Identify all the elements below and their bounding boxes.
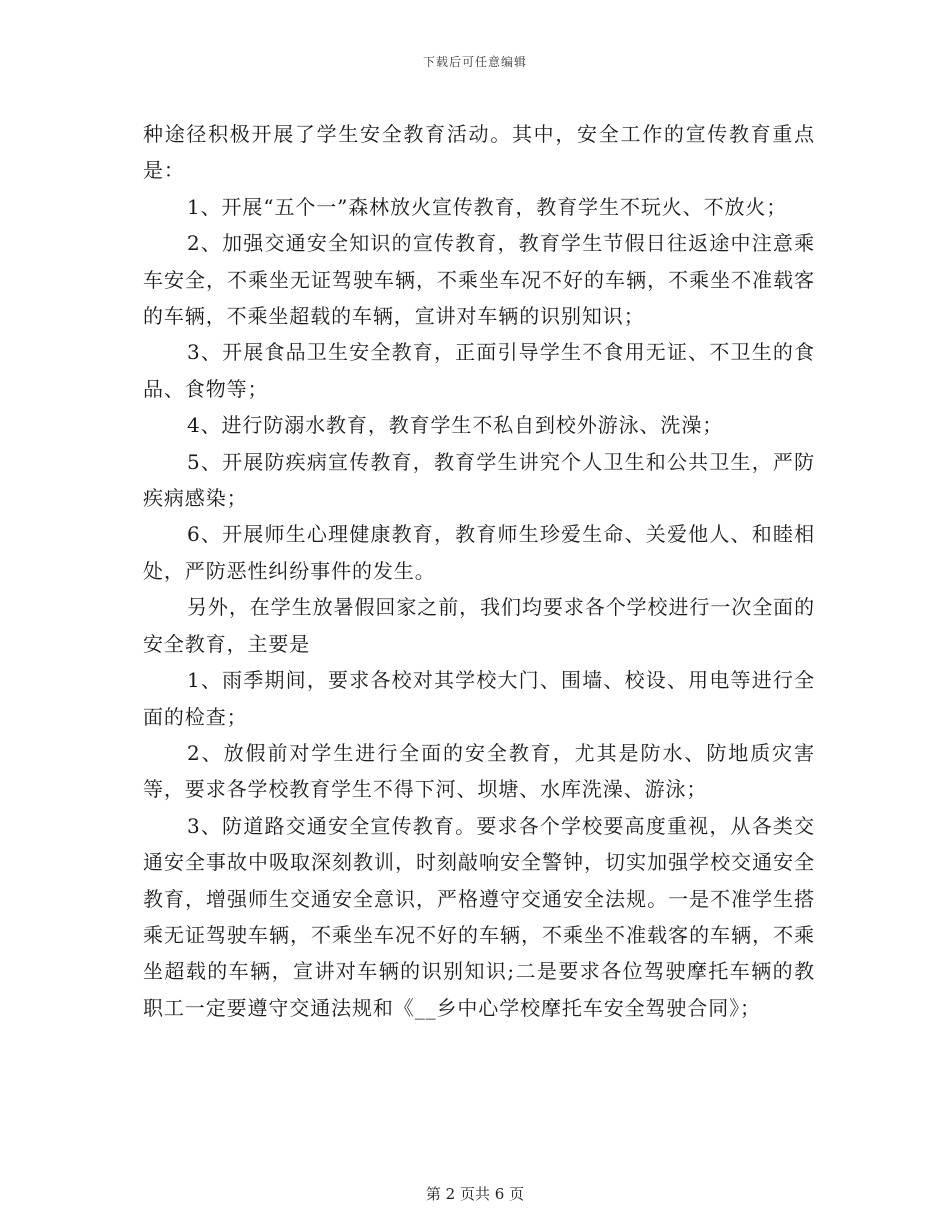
- paragraph: 2、放假前对学生进行全面的安全教育，尤其是防水、防地质灾害等，要求各学校教育学生不得下河、坝塘、水库洗澡、游泳；: [143, 740, 815, 802]
- paragraph: 5、开展防疾病宣传教育，教育学生讲究个人卫生和公共卫生，严防疾病感染；: [143, 449, 815, 511]
- paragraph: 种途径积极开展了学生安全教育活动。其中，安全工作的宣传教育重点是：: [143, 122, 815, 183]
- document-body: [143, 116, 815, 1026]
- page-footer: 第 2 页共 6 页: [425, 1185, 525, 1203]
- paragraph: 4、进行防溺水教育，教育学生不私自到校外游泳、洗澡；: [187, 413, 724, 438]
- paragraph: 3、开展食品卫生安全教育，正面引导学生不食用无证、不卫生的食品、食物等；: [143, 340, 815, 401]
- paragraph: 1、开展“五个一”森林放火宣传教育，教育学生不玩火、不放火；: [187, 194, 788, 219]
- paragraph: 1、雨季期间，要求各校对其学校大门、围墙、校设、用电等进行全面的检查；: [143, 668, 815, 729]
- page-header: 下载后可任意编辑: [422, 55, 527, 69]
- paragraph: 6、开展师生心理健康教育，教育师生珍爱生命、关爱他人、和睦相处，严防恶性纠纷事件的发生。: [143, 522, 815, 583]
- paragraph: 2、加强交通安全知识的宣传教育，教育学生节假日往返途中注意乘车安全，不乘坐无证驾驶车辆，不乘坐车况不好的车辆，不乘坐不准载客的车辆，不乘坐超载的车辆，宣讲对车辆的识别知识；: [143, 231, 815, 329]
- paragraph: 3、防道路交通安全宣传教育。要求各个学校要高度重视，从各类交通安全事故中吸取深刻教训，时刻敲响安全警钟，切实加强学校交通安全教育，增强师生交通安全意识，严格遵守交通安全法规。一是不准学生搭乘无证驾驶车辆，不乘坐车况不好的车辆，不乘坐不准载客的车辆，不乘坐超载的车辆，宣讲对车辆的识别知识;二是要求各位驾驶摩托车辆的教职工一定要遵守交通法规和《__乡中心学校摩托车安全驾驶合同》；: [143, 813, 815, 1020]
- paragraph: 另外，在学生放暑假回家之前，我们均要求各个学校进行一次全面的安全教育，主要是: [143, 595, 815, 656]
